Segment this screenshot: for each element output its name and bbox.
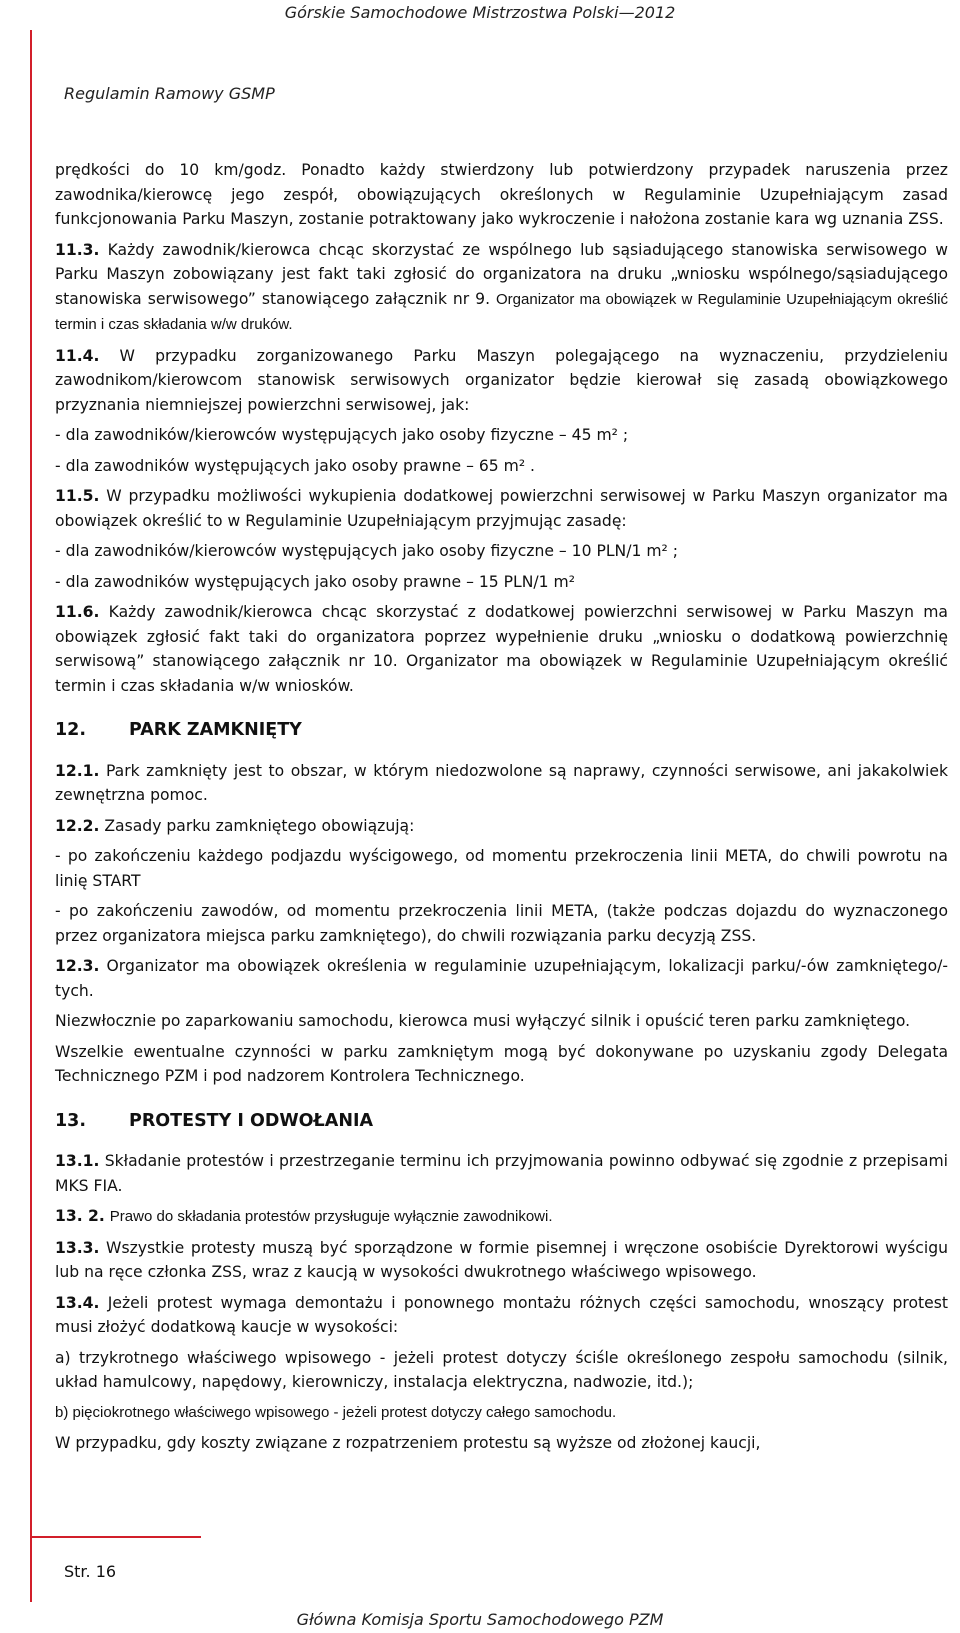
paragraph: W przypadku, gdy koszty związane z rozpatrzeniem protestu są wyższe od złożonej kaucji, <box>55 1434 761 1452</box>
section-text: Wszystkie protesty muszą być sporządzone w formie pisemnej i wręczone osobiście Dyrektorowi wyścigu lub na ręce członka ZSS, wraz z kaucją w wysokości dwukrotnego właściwego wpisowego. <box>55 1238 948 1281</box>
section-12-2 <box>55 814 948 839</box>
paragraph: Niezwłocznie po zaparkowaniu samochodu, kierowca musi wyłączyć silnik i opuścić teren parku zamkniętego. <box>55 1012 911 1030</box>
section-number: 11.6. <box>55 603 100 621</box>
section-text: Każdy zawodnik/kierowca chcąc skorzystać ze wspólnego lub sąsiadującego stanowiska serwisowego w Parku Maszyn zobowiązany jest fakt taki zgłosić do organizatora na druku „wniosku wspólnego/sąsiadującego stanowiska serwisowego” stanowiącego załącznik nr 9. <box>55 240 948 308</box>
list-item: - dla zawodników występujących jako osoby prawne – 65 m² . <box>55 456 536 475</box>
section-text: Organizator ma obowiązek określenia w regulaminie uzupełniającym, lokalizacji parku/-ów zamkniętego/-tych. <box>55 957 948 1000</box>
section-number: 12.1. <box>55 761 100 780</box>
list-item: a) trzykrotnego właściwego wpisowego - jeżeli protest dotyczy ściśle określonego zespołu samochodu (silnik, układ hamulcowy, napędowy, kierowniczy, instalacja elektryczna, nadwozie, itd.); <box>55 1348 948 1391</box>
heading-number: 13. <box>55 1110 87 1131</box>
section-number: 13.3. <box>55 1238 100 1257</box>
section-text: W przypadku zorganizowanego Parku Maszyn polegającego na wyznaczeniu, przydzieleniu zawodnikom/kierowcom stanowisk serwisowych organizator będzie kierował się zasadą obowiązkowego przyznania niemniejszej powierzchni serwisowej, jak: <box>55 346 948 414</box>
section-number: 11.3. <box>55 240 100 259</box>
running-header-title: Górskie Samochodowe Mistrzostwa Polski—2012 <box>284 3 676 22</box>
heading-13 <box>55 1109 948 1134</box>
section-text: Park zamknięty jest to obszar, w którym niedozwolone są naprawy, czynności serwisowe, ani jakakolwiek zewnętrzna pomoc. <box>55 761 948 804</box>
section-text: Prawo do składania protestów przysługuje wyłącznie zawodnikowi. <box>109 1208 553 1225</box>
section-text: W przypadku możliwości wykupienia dodatkowej powierzchni serwisowej w Parku Maszyn organizator ma obowiązek określić to w Regulaminie Uzupełniającym przyjmując zasadę: <box>55 487 948 530</box>
list-item: - po zakończeniu każdego podjazdu wyścigowego, od momentu przekroczenia linii META, do chwili powrotu na linię START <box>55 847 948 890</box>
section-13-3 <box>55 1236 948 1285</box>
section-13-1 <box>55 1149 948 1198</box>
section-11-3 <box>55 238 948 338</box>
section-text: Jeżeli protest wymaga demontażu i ponownego montażu różnych części samochodu, wnoszący protest musi złożyć dodatkową kaucje w wysokości: <box>55 1293 948 1336</box>
list-item: - dla zawodników występujących jako osoby prawne – 15 PLN/1 m² <box>55 572 575 591</box>
section-number: 12.3. <box>55 957 100 975</box>
section-number: 11.4. <box>55 346 100 365</box>
page-number: Str. 16 <box>64 1562 117 1581</box>
paragraph: Wszelkie ewentualne czynności w parku zamkniętym mogą być dokonywane po uzyskaniu zgody Delegata Technicznego PZM i pod nadzorem Kontrolera Technicznego. <box>55 1042 948 1085</box>
list-item: - po zakończeniu zawodów, od momentu przekroczenia linii META, (także podczas dojazdu do wyznaczonego przez organizatora miejsca parku zamkniętego), do chwili rozwiązania parku decyzją ZSS. <box>55 902 948 945</box>
footer-line-horizontal <box>30 1536 201 1538</box>
paragraph: prędkości do 10 km/godz. Ponadto każdy stwierdzony lub potwierdzony przypadek naruszenia przez zawodnika/kierowcę jego zespół, obowiązujących określonych w Regulaminie Uzupełniającym zasad funkcjonowania Parku Maszyn, zostanie potraktowany jako wykroczenie i nałożona zostanie kara wg uznania ZSS. <box>55 161 948 228</box>
section-12-3 <box>55 954 948 1003</box>
section-11-4 <box>55 344 948 418</box>
list-item: b) pięciokrotnego właściwego wpisowego - jeżeli protest dotyczy całego samochodu. <box>55 1403 617 1421</box>
heading-title: PARK ZAMKNIĘTY <box>129 720 302 740</box>
list-item: - dla zawodników/kierowców występujących jako osoby fizyczne – 45 m² ; <box>55 426 629 444</box>
section-number: 11.5. <box>55 487 100 505</box>
section-12-1 <box>55 759 948 808</box>
running-footer: Główna Komisja Sportu Samochodowego PZM <box>296 1610 664 1629</box>
section-11-6 <box>55 600 948 698</box>
section-text: Organizator ma obowiązek w Regulaminie Uzupełniającym określić termin i czas składania w/w druków. <box>55 290 948 333</box>
section-number: 13. 2. <box>55 1207 105 1225</box>
section-text: Zasady parku zamkniętego obowiązują: <box>104 816 415 835</box>
heading-title: PROTESTY I ODWOŁANIA <box>129 1110 374 1131</box>
section-number: 13.1. <box>55 1152 100 1170</box>
heading-12 <box>55 718 948 743</box>
section-13-2 <box>55 1204 948 1230</box>
margin-line-vertical <box>30 30 32 1602</box>
section-13-4 <box>55 1291 948 1340</box>
section-number: 12.2. <box>55 816 100 835</box>
page-body <box>55 158 948 1462</box>
heading-number: 12. <box>55 720 87 740</box>
list-item: - dla zawodników/kierowców występujących jako osoby fizyczne – 10 PLN/1 m² ; <box>55 542 679 560</box>
running-header-subtitle: Regulamin Ramowy GSMP <box>64 84 275 103</box>
section-text: Każdy zawodnik/kierowca chcąc skorzystać z dodatkowej powierzchni serwisowej w Parku Maszyn ma obowiązek zgłosić fakt taki do organizatora poprzez wypełnienie druku „wniosku o dodatkową powierzchnię serwisową” stanowiącego załącznik nr 10. Organizator ma obowiązek w Regulaminie Uzupełniającym określić termin i czas składania w/w wniosków. <box>55 603 948 695</box>
section-11-5 <box>55 484 948 533</box>
section-number: 13.4. <box>55 1293 100 1312</box>
section-text: Składanie protestów i przestrzeganie terminu ich przyjmowania powinno odbywać się zgodnie z przepisami MKS FIA. <box>55 1152 948 1195</box>
